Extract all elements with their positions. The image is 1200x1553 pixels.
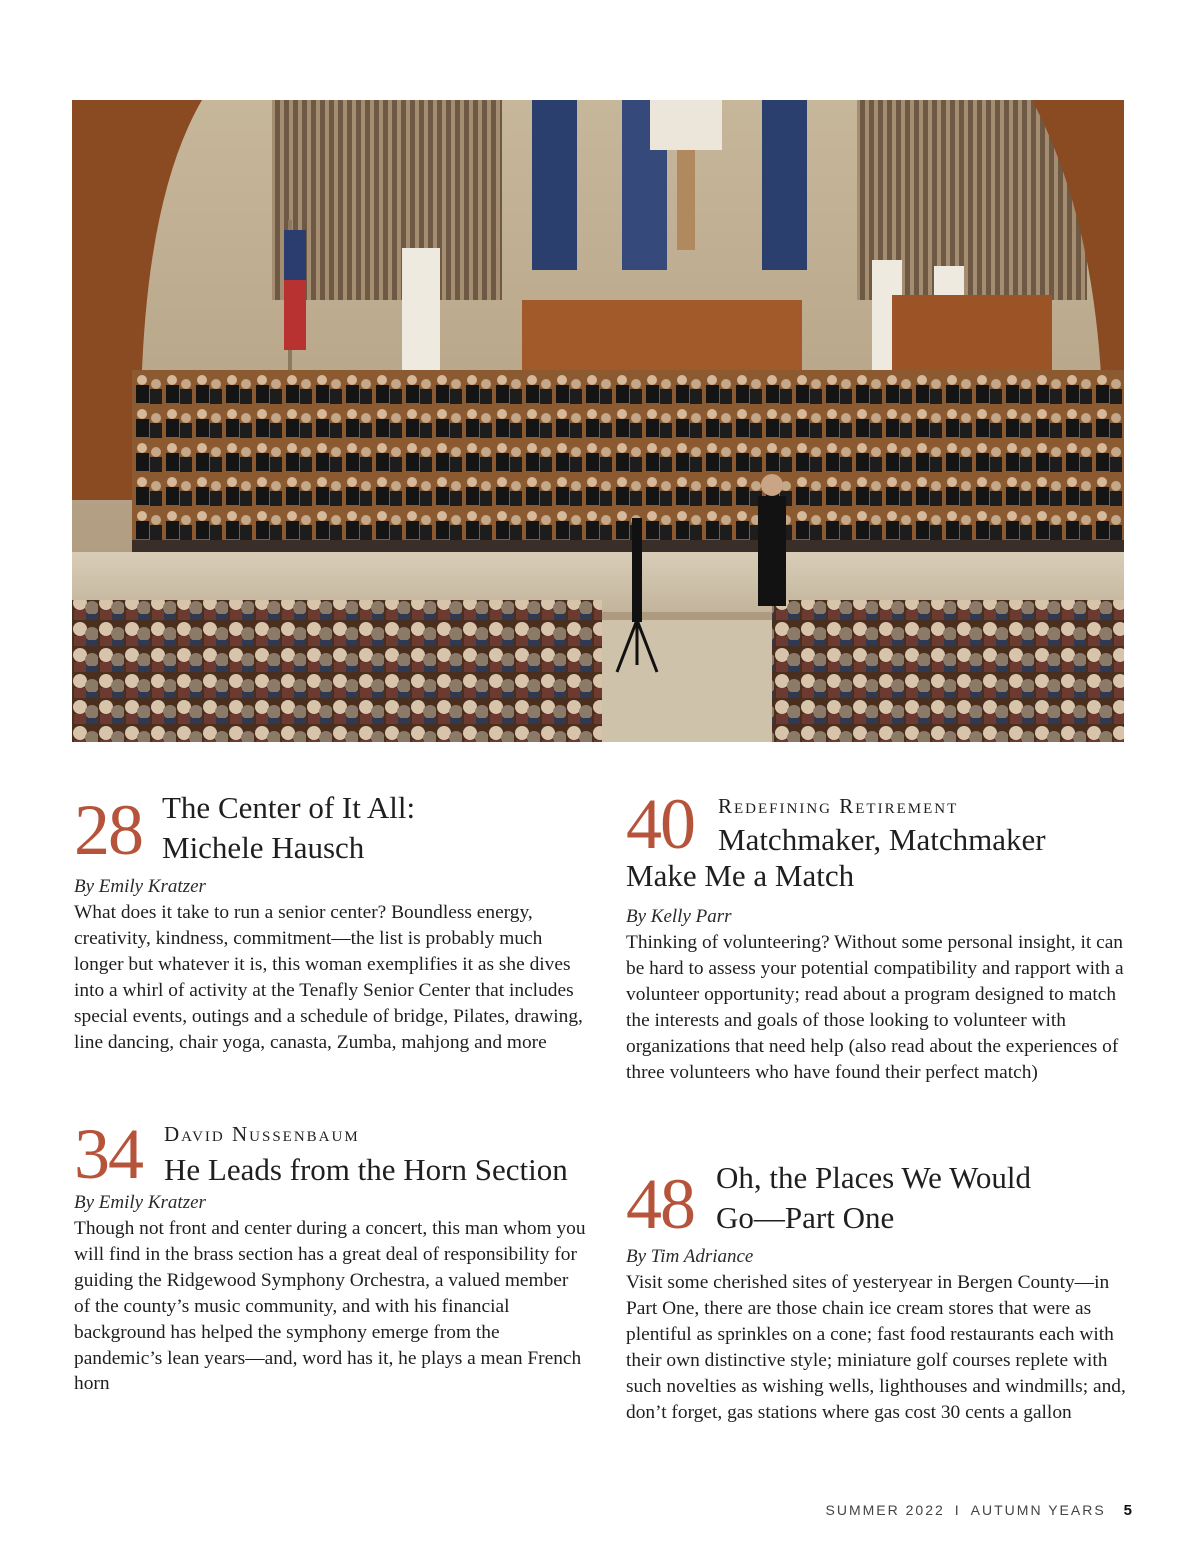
byline: By Emily Kratzer	[74, 876, 206, 897]
byline: By Emily Kratzer	[74, 1192, 206, 1213]
orchestra-concert-photo	[72, 100, 1124, 742]
article-title[interactable]	[716, 1158, 1096, 1238]
article-kicker: Redefining Retirement	[718, 794, 959, 818]
article-kicker: David Nussenbaum	[164, 1122, 360, 1146]
issue-label: SUMMER 2022	[825, 1502, 945, 1518]
article-header	[626, 784, 1126, 864]
article-title-continued[interactable]: Make Me a Match	[626, 858, 855, 893]
page-number-reference: 28	[74, 790, 142, 870]
article-title-line: Go—Part One	[716, 1200, 895, 1235]
article-summary: What does it take to run a senior center? Boundless energy, creativity, kindness, commitment—the list is probably much longer but whatever it is, this woman exemplifies it as she dives into a whirl of activity at the Tenafly Senior Center that includes special events, outings and a schedule of bridge, Pilates, drawing, line dancing, chair yoga, canasta, Zumba, mahjong and more	[74, 902, 583, 1053]
article-title[interactable]	[162, 788, 582, 868]
page-number-reference: 40	[626, 784, 694, 864]
publication-name: AUTUMN YEARS	[970, 1502, 1106, 1518]
article-title-line: Oh, the Places We Would	[716, 1160, 1032, 1195]
page-number: 5	[1123, 1502, 1132, 1519]
article-title-line: The Center of It All:	[162, 790, 416, 825]
article-title[interactable]: He Leads from the Horn Section	[164, 1152, 568, 1187]
article-summary: Though not front and center during a concert, this man whom you will find in the brass section has a great deal of responsibility for guiding the Ridgewood Symphony Orchestra, a valued member of the county’s music community, and with his financial background has helped the symphony emerge from the pandemic’s lean years—and, word has it, he plays a mean French horn	[74, 1218, 586, 1395]
page-footer	[826, 1502, 1132, 1519]
article-34	[74, 1114, 589, 1397]
article-summary: Thinking of volunteering? Without some personal insight, it can be hard to assess your potential compatibility and rapport with a volunteer opportunity; read about a program designed to match the interests and goals of those looking to volunteer with organizations that need help (also read about the experiences of three volunteers who have found their perfect match)	[626, 932, 1124, 1083]
article-header	[626, 1158, 1126, 1244]
article-28	[74, 788, 589, 1055]
page-number-reference: 48	[626, 1164, 694, 1244]
article-header	[74, 1114, 589, 1194]
byline: By Tim Adriance	[626, 1246, 754, 1267]
article-title[interactable]: Matchmaker, Matchmaker	[718, 822, 1046, 857]
article-title-line: Michele Hausch	[162, 830, 365, 865]
byline: By Kelly Parr	[626, 906, 732, 927]
article-48	[626, 1158, 1126, 1425]
concert-photo-illustration	[72, 100, 1124, 742]
article-40	[626, 784, 1126, 1085]
article-summary: Visit some cherished sites of yesteryear in Bergen County—in Part One, there are those chain ice cream stores that were as plentiful as sprinkles on a cone; fast food restaurants each with their own distinctive style; miniature golf courses replete with such novelties as wishing wells, lighthouses and windmills; and, don’t forget, gas stations where gas cost 30 cents a gallon	[626, 1272, 1126, 1423]
page-number-reference: 34	[74, 1114, 142, 1194]
article-header	[74, 788, 589, 872]
footer-separator: I	[954, 1502, 961, 1518]
